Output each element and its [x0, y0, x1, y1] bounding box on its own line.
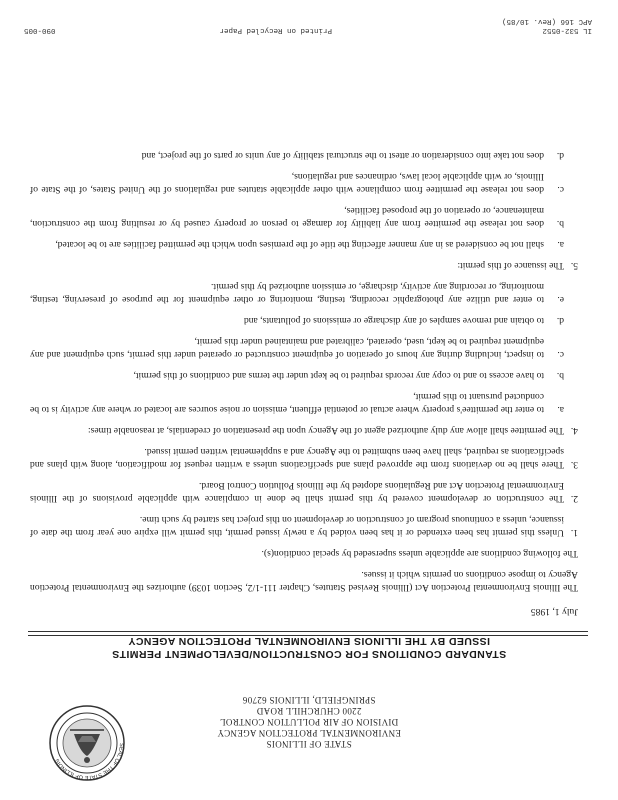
- condition-text: The permittee shall allow any duly authorized agent of the Agency upon the presentation of credentials, at reasonable times:: [87, 425, 564, 436]
- condition-item: [30, 424, 578, 437]
- subcondition-letter: b.: [556, 370, 564, 381]
- header-division: DIVISION OF AIR POLLUTION CONTROL: [219, 717, 399, 727]
- subcondition-text: to have access to and to copy any records required to be kept under the terms and conditions of this permit,: [133, 370, 544, 381]
- subcondition-letter: b.: [556, 218, 564, 229]
- condition-number: 4.: [570, 425, 578, 436]
- condition-number: 1.: [570, 527, 578, 538]
- condition-number: 3.: [570, 459, 578, 470]
- divider: [28, 635, 588, 636]
- subcondition-item: [30, 369, 564, 382]
- subcondition-text: to obtain and remove samples of any discharge or emissions of pollutants, and: [243, 315, 544, 326]
- header-agency: ENVIRONMENTAL PROTECTION AGENCY: [217, 728, 401, 738]
- subcondition-text: does not release the permittee from any liability for damage to person or property caused by or resulting from the construction, maintenance, or operation of the proposed facilities,: [30, 205, 544, 229]
- state-seal-icon: [48, 704, 126, 782]
- condition-text: There shall be no deviations from the approved plans and specifications unless a written request for modification, along with plans and specifications as required, shall have been submitted to the Agency and a supplemental written permit issued.: [30, 446, 564, 470]
- document-body: [30, 141, 578, 618]
- condition-text: The issuance of this permit:: [457, 260, 564, 271]
- document-subtitle: ISSUED BY THE ILLINOIS ENVIRONMENTAL PROTECTION AGENCY: [128, 635, 490, 647]
- subcondition-item: [30, 238, 564, 251]
- subcondition-text: to enter the permittee's property where actual or potential effluent, emission or noise sources are located or where any activity is to be conducted pursuant to this permit,: [30, 391, 544, 415]
- subcondition-item: [30, 390, 564, 416]
- divider: [28, 631, 588, 632]
- header-state: STATE OF ILLINOIS: [266, 739, 352, 749]
- subcondition-text: does not take into consideration or attest to the structural stability of any units or parts of the project, and: [141, 150, 544, 161]
- subcondition-letter: e.: [557, 294, 564, 305]
- subcondition-item: [30, 314, 564, 327]
- condition-number: 5.: [570, 260, 578, 271]
- subcondition-letter: d.: [556, 315, 564, 326]
- subcondition-text: to enter and utilize any photographic recording, testing, monitoring or other equipment for the purpose of preserving, testing, monitoring, or recording any activity, discharge, or emission authorized by this permit.: [30, 281, 544, 305]
- document-date: July 1, 1985: [530, 606, 578, 617]
- subcondition-text: shall not be considered as in any manner affecting the title of the premises upon which the permitted facilities are to be located,: [55, 239, 544, 250]
- seal-text: SEAL OF THE STATE OF ILLINOIS: [54, 742, 125, 781]
- condition-item: [30, 445, 578, 471]
- footer-revision: APC 166 (Rev. 10/85): [501, 17, 592, 25]
- subcondition-item: [30, 149, 564, 162]
- condition-item: [30, 479, 578, 505]
- subcondition-letter: c.: [557, 349, 564, 360]
- condition-number: 2.: [570, 493, 578, 504]
- footer-code: 090-005: [24, 26, 56, 34]
- subcondition-letter: a.: [557, 404, 564, 415]
- intro-paragraph: The Illinois Environmental Protection Act (Illinois Revised Statutes, Chapter 111-1/2, Section 1039) authorizes the Environmental Protection Agency to impose conditions on permits which it issues.: [30, 569, 578, 593]
- condition-text: The construction or development covered by this permit shall be done in compliance with applicable provisions of the Illinois Environmental Protection Act and Regulations adopted by the Illinois Pollution Control Board.: [30, 480, 564, 504]
- condition-text: Unless this permit has been extended or it has been voided by a newly issued permit, this permit will expire one year from the date of issuance, unless a continuous program of construction or development on this project has started by such time.: [30, 514, 564, 538]
- subcondition-text: does not release the permittee from compliance with other applicable statutes and regulations of the United States, of the State of Illinois, or with applicable local laws, ordinances and regulations,: [30, 171, 544, 195]
- header-city: SPRINGFIELD, ILLINOIS 62706: [242, 695, 376, 705]
- condition-item: [30, 259, 578, 272]
- subcondition-text: to inspect, including during any hours of operation of equipment constructed or operated under this permit, such equipment and any equipment required to be kept, used, operated, calibrated and maintained under this permit,: [30, 336, 544, 360]
- subcondition-item: [30, 204, 564, 230]
- applicability-paragraph: The following conditions are applicable unless superseded by special condition(s).: [261, 548, 578, 559]
- footer-recycled-note: Printed on Recycled Paper: [219, 26, 332, 34]
- condition-item: [30, 513, 578, 539]
- subcondition-item: [30, 280, 564, 306]
- header-address: 2200 CHURCHILL ROAD: [256, 706, 362, 716]
- subcondition-letter: a.: [557, 239, 564, 250]
- subcondition-letter: d.: [556, 150, 564, 161]
- footer-form-number: IL 532-0552: [542, 26, 592, 34]
- document-title: STANDARD CONDITIONS FOR CONSTRUCTION/DEVELOPMENT PERMITS: [111, 648, 507, 660]
- subcondition-letter: c.: [557, 184, 564, 195]
- subcondition-item: [30, 335, 564, 361]
- subcondition-item: [30, 170, 564, 196]
